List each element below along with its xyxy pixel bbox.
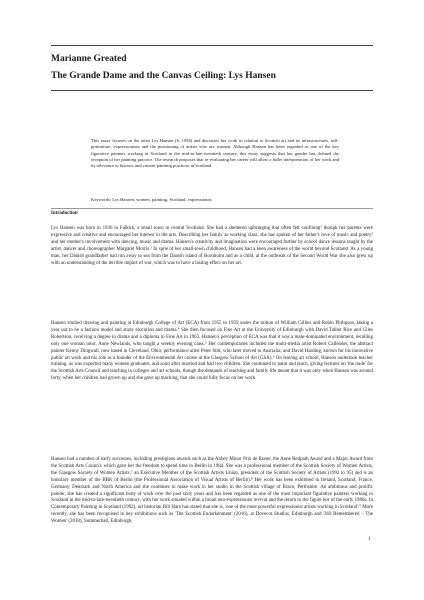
paragraph-text: Hansen had a number of early successes, including prestigious awards such as the Abbey Minor Prix de Rome, the Anne Redpath Award and a Major Award from the Scottish Arts Council, which gave her the freedom to spend time in Berlin in 1984. She was a professional member of the Scottish Society of Women Artists, the Glasgow Society of Women Artists,⁷ an Executive Member of the Scottish Artists Union, president of the Scottish Society of Artists (1992 to 95) and is an honorary member of the BBK of Berlin (the Professional Association of Visual Artists of Berlin).⁸ Her work has been exhibited in Ireland, Scotland, France, Germany, Denmark and North America and she continues to make work in her studio in the Scottish village of Braco, Perthshire. An ambitious and prolific painter, she has created a significant body of work over the past sixty years and has been regarded as one of the most important figurative painters working in Scotland in the mid-to-late-twentieth century, with her work situated within a broad neo-expressionist revival and the return to the figure bor of the early 1980s. In Contemporary Painting in Scotland (1992), art historian Bill Hare has stated that she is, 'one of the most powerful expressionist artists working in Scotland'.⁹ More recently, she has been recognised in key exhibitions such as 'The Scottish Endarkenment' (2016), at Dovecot Studios, Edinburgh and '369 Remembered – The Women' (2018), Summerhall, Edinburgh.	[51, 457, 373, 525]
body-paragraph-1	[51, 226, 373, 267]
body-paragraph-2	[51, 321, 373, 383]
body-paragraph-3	[51, 457, 373, 526]
abstract: This essay focuses on the artist Lys Hansen (b. 1936) and discusses her work in relation to Scottish art and its infrastructures, self-portraiture, expressionism and the positioning of artists who are women. Although Hansen has been regarded as one of the key figurative painters working in Scotland in the mid-to-late-twentieth century, this essay suggests that her gender has defined the reception of her painting practice. The research proposes that re-evaluating her career will allow a fuller interpretation of her work and its relevance to historic and current painting practices in Scotland.	[91, 138, 339, 169]
top-rule	[51, 45, 373, 46]
author-name: Marianne Greated	[51, 54, 127, 64]
paragraph-text: Lys Hansen was born in 1936 in Falkirk, a small town in central Scotland. She had a sheltered upbringing that often felt confining¹ though her parents were expressive and creative and encouraged her interest in the arts. Describing her family as working class, she has spoken of her father's love of music and poetry² and her mother's involvement with dancing, music and drama. Hansen's creativity and imagination were encouraged further by school dance lessons taught by the artist, dancer and choreographer Margaret Morris.³ In spite of her small-town childhood, Hansen had a keen awareness of the world beyond Scotland. As a young man, her Danish grandfather had run away to sea from the Danish island of Bornholm and as a child, at the outbreak of the Second World War she also grew up with an understanding of the terrible impact of war, which was to have a lasting effect on her art.	[51, 226, 373, 266]
paragraph-text: Hansen studied drawing and painting at Edinburgh College of Art (ECA) from 1955 to 1959 under the tuition of William Gillies and Robin Philipson, taking a year out to be a fashion model and study elocution and drama.⁴ She then focused on Fine Art at the University of Edinburgh with David Talbot Rice and Giles Robertson, receiving a degree in drama and a diploma in Fine Art in 1963. Hansen's perception of ECA was that it was a male-dominated environment, recalling only one woman tutor, Anne Newlands, who taught a weekly evening class.⁵ Her contemporaries included the multi-media artist Robert Callender, the abstract painter Kenny Dingwall, now based in Cleveland, Ohio; performance artist Peter Stitt, who later moved to Australia; and David Harding, known for his innovative public art work and his role as a founder of the Environmental Art course at the Glasgow School of Art (GSA).⁶ On leaving art school, Hansen undertook teacher training, as was expected many women graduates, and soon after married and had two children. She continued to paint and teach, giving lectures on 'the nude' for the Scottish Arts Council and teaching in colleges and art schools, though the demands of teaching and family life meant that it was only when Hansen was around forty, when her children had grown up and she gave up teaching, that she could fully focus on her work.	[51, 321, 373, 382]
page-number: 1	[368, 537, 371, 542]
keywords: Keywords: Lys Hansen, women, painting, Scotland, expressionist	[91, 197, 212, 202]
section-heading: Introduction	[51, 211, 78, 216]
title-rule	[51, 90, 373, 91]
abstract-rule	[51, 208, 373, 209]
article-title: The Grande Dame and the Canvas Ceiling: Lys Hansen	[51, 71, 276, 81]
